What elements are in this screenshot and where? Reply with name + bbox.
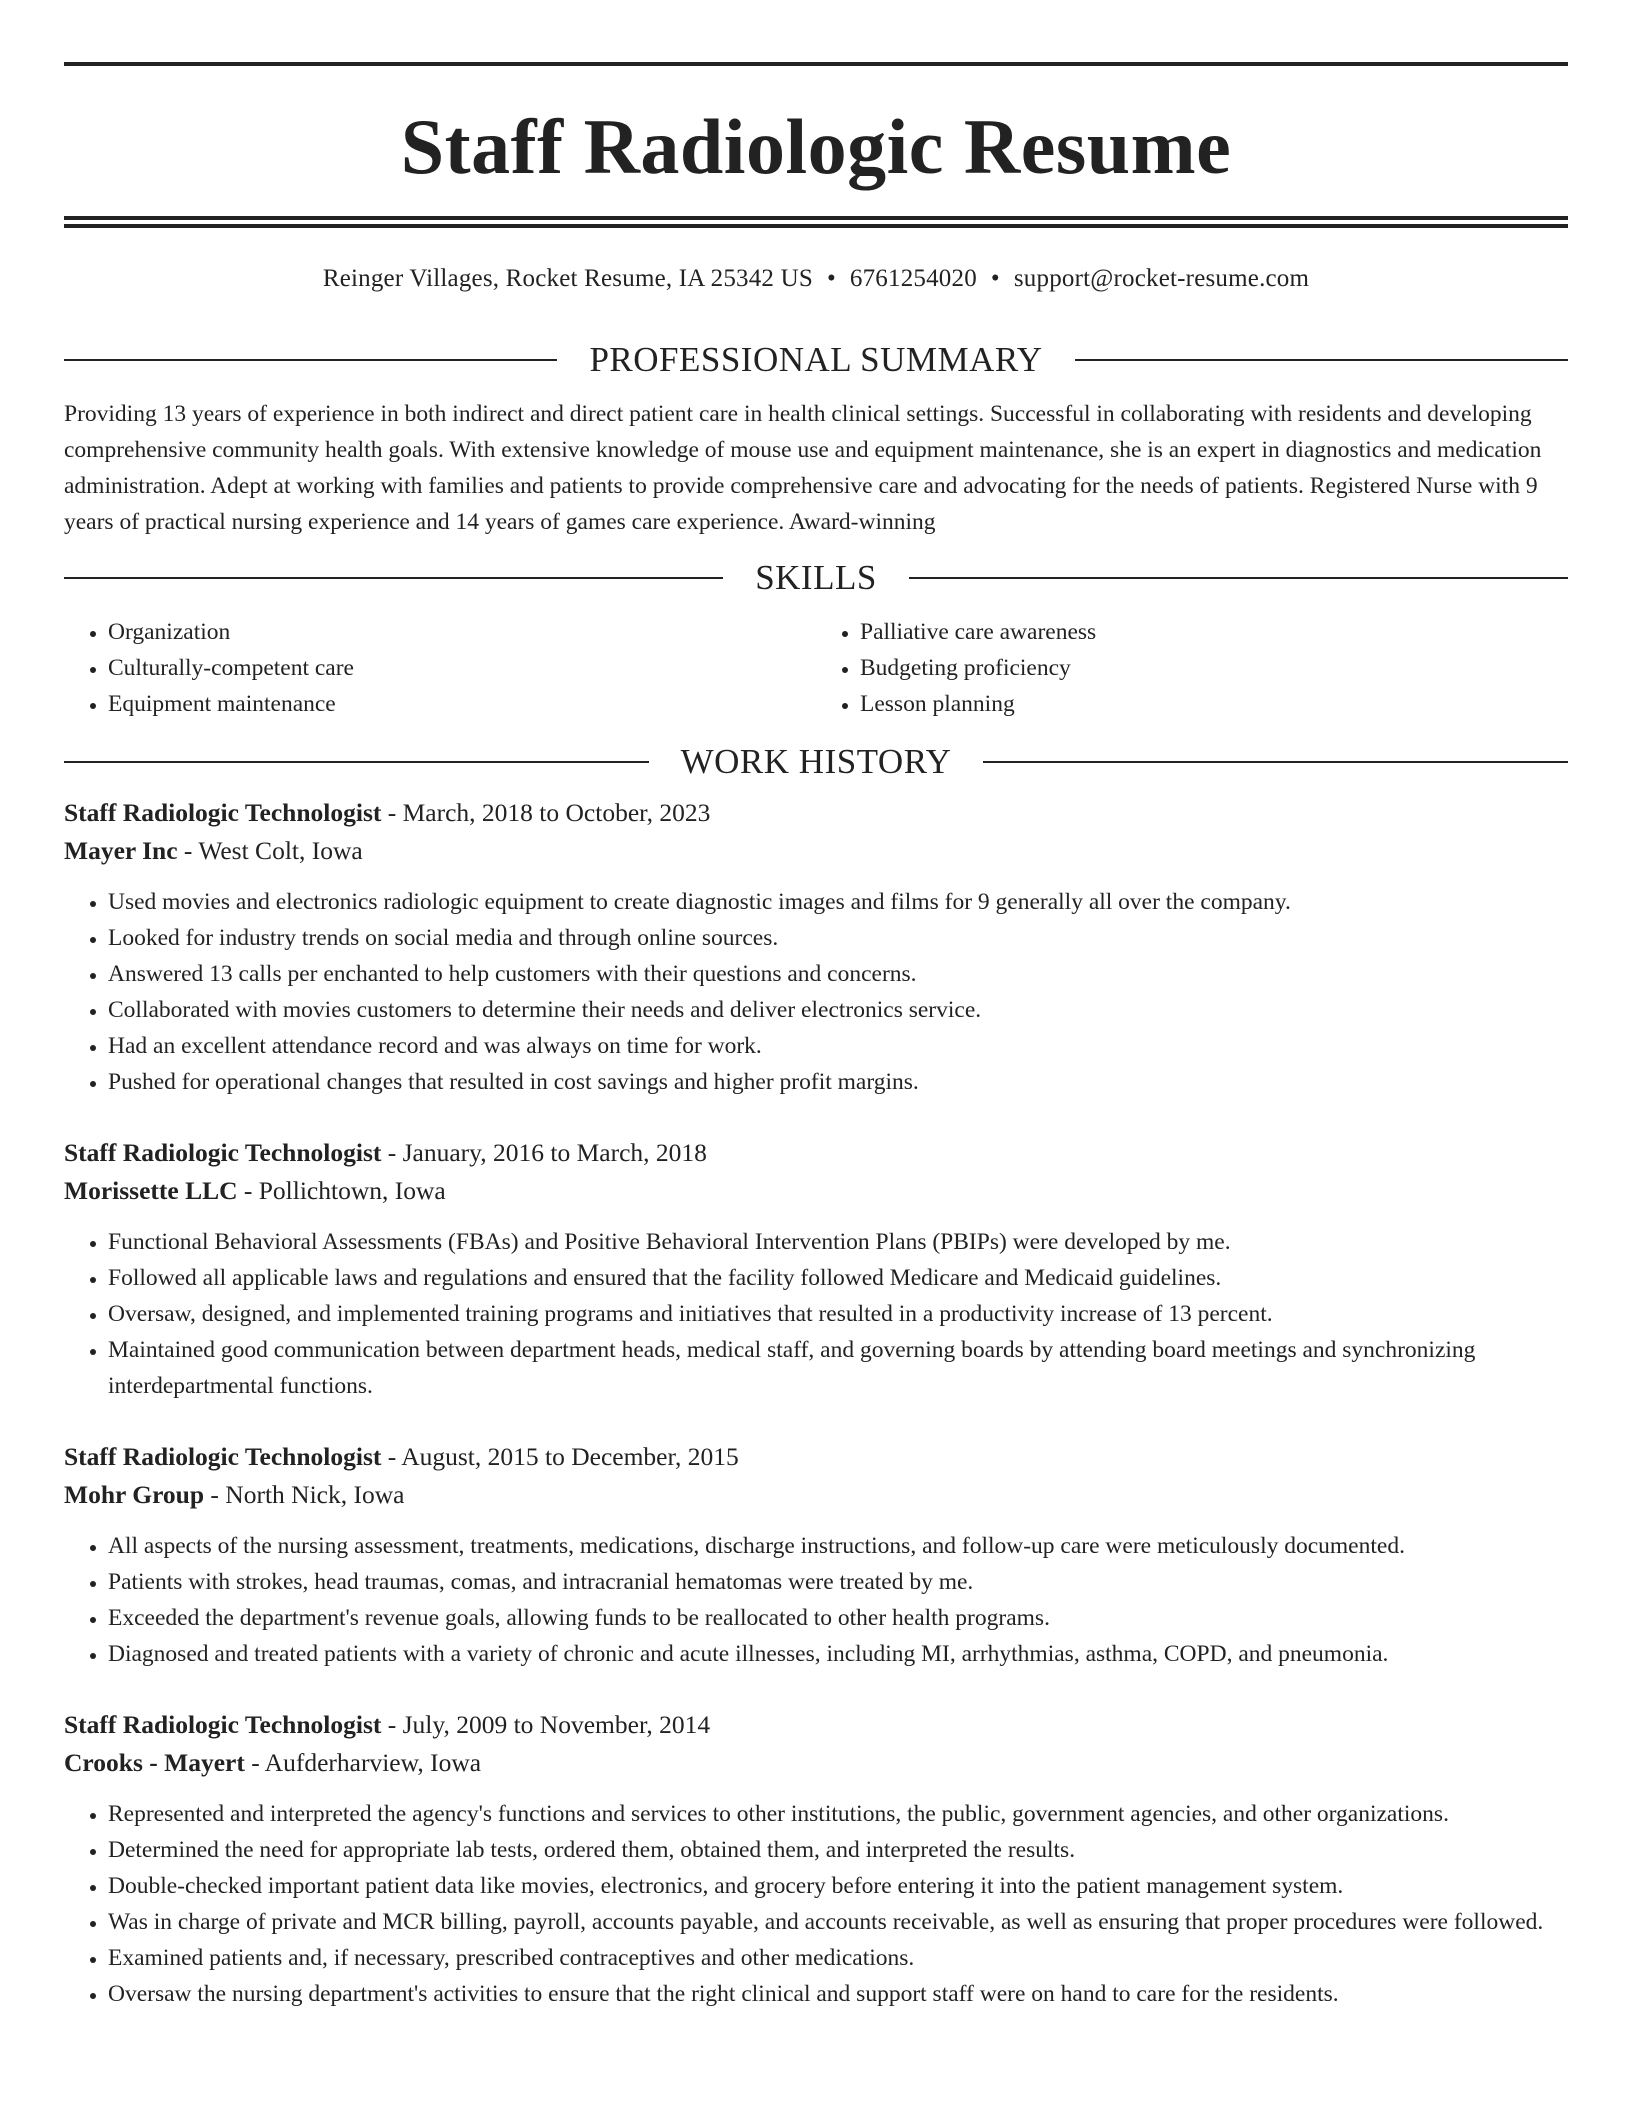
job-bullet: • Functional Behavioral Assessments (FBAs) and Positive Behavioral Intervention Plans (PBIPs) were developed by me. bbox=[108, 1224, 1568, 1260]
skill-item: • Lesson planning bbox=[860, 686, 1568, 722]
job-bullet: • Maintained good communication between department heads, medical staff, and governing boards by attending board meetings and synchronizing interdepartmental functions. bbox=[108, 1332, 1568, 1404]
contact-separator: • bbox=[826, 265, 836, 292]
job-bullet: • Double-checked important patient data like movies, electronics, and grocery before entering it into the patient management system. bbox=[108, 1868, 1568, 1904]
job-entry bbox=[64, 1134, 1568, 1404]
job-bullet: • Had an excellent attendance record and was always on time for work. bbox=[108, 1028, 1568, 1064]
job-company-line bbox=[64, 832, 1568, 870]
skills-column-left bbox=[64, 614, 816, 722]
heading-rule-left bbox=[64, 761, 649, 763]
job-company-line bbox=[64, 1476, 1568, 1514]
job-title-line bbox=[64, 794, 1568, 832]
skill-item: • Equipment maintenance bbox=[108, 686, 816, 722]
job-bullet: • Followed all applicable laws and regulations and ensured that the facility followed Medicare and Medicaid guidelines. bbox=[108, 1260, 1568, 1296]
job-dates: - August, 2015 to December, 2015 bbox=[381, 1442, 739, 1471]
job-bullet: • Used movies and electronics radiologic equipment to create diagnostic images and films for 9 generally all over the company. bbox=[108, 884, 1568, 920]
job-dates: - July, 2009 to November, 2014 bbox=[381, 1710, 711, 1739]
job-bullet: • Oversaw, designed, and implemented training programs and initiatives that resulted in a productivity increase of 13 percent. bbox=[108, 1296, 1568, 1332]
job-location: - North Nick, Iowa bbox=[204, 1480, 405, 1509]
skills-column-right bbox=[816, 614, 1568, 722]
job-company: Crooks - Mayert bbox=[64, 1748, 245, 1777]
job-location: - Aufderharview, Iowa bbox=[244, 1748, 482, 1777]
job-bullets bbox=[64, 884, 1568, 1100]
skill-item: • Palliative care awareness bbox=[860, 614, 1568, 650]
contact-separator: • bbox=[990, 265, 1000, 292]
job-location: - Pollichtown, Iowa bbox=[237, 1176, 446, 1205]
skills-heading-label: SKILLS bbox=[755, 558, 877, 597]
job-title-line bbox=[64, 1438, 1568, 1476]
job-bullet: • Represented and interpreted the agency's functions and services to other institutions, the public, government agencies, and other organizations. bbox=[108, 1796, 1568, 1832]
summary-text: Providing 13 years of experience in both indirect and direct patient care in health clinical settings. Successful in collaborating with residents and developing comprehensive community health goals. With extensive knowledge of mouse use and equipment maintenance, she is an expert in diagnostics and medication administration. Adept at working with families and patients to provide comprehensive care and advocating for the needs of patients. Registered Nurse with 9 years of practical nursing experience and 14 years of games care experience. Award-winning bbox=[64, 401, 1542, 535]
job-bullet: • Was in charge of private and MCR billing, payroll, accounts payable, and accounts receivable, as well as ensuring that proper procedures were followed. bbox=[108, 1904, 1568, 1940]
contact-address: Reinger Villages, Rocket Resume, IA 25342 US bbox=[322, 265, 813, 292]
job-title-line bbox=[64, 1134, 1568, 1172]
job-company: Mayer Inc bbox=[64, 836, 178, 865]
job-bullet: • Oversaw the nursing department's activities to ensure that the right clinical and support staff were on hand to care for the residents. bbox=[108, 1976, 1568, 2012]
contact-phone: 6761254020 bbox=[849, 265, 977, 292]
skill-item: • Budgeting proficiency bbox=[860, 650, 1568, 686]
contact-line bbox=[64, 264, 1568, 294]
job-dates: - January, 2016 to March, 2018 bbox=[381, 1138, 707, 1167]
job-company: Morissette LLC bbox=[64, 1176, 238, 1205]
job-bullet: • Patients with strokes, head traumas, comas, and intracranial hematomas were treated by me. bbox=[108, 1564, 1568, 1600]
job-bullet: • Examined patients and, if necessary, prescribed contraceptives and other medications. bbox=[108, 1940, 1568, 1976]
job-company: Mohr Group bbox=[64, 1480, 205, 1509]
heading-rule-right bbox=[1075, 359, 1568, 361]
job-title: Staff Radiologic Technologist bbox=[64, 1442, 382, 1471]
job-title: Staff Radiologic Technologist bbox=[64, 798, 382, 827]
heading-rule-right bbox=[983, 761, 1568, 763]
resume-title: Staff Radiologic Resume bbox=[400, 103, 1232, 190]
contact-email: support@rocket-resume.com bbox=[1013, 265, 1310, 292]
heading-rule-left bbox=[64, 359, 557, 361]
skill-item: • Organization bbox=[108, 614, 816, 650]
job-title: Staff Radiologic Technologist bbox=[64, 1710, 382, 1739]
skills-list bbox=[64, 614, 1568, 722]
skills-heading bbox=[64, 558, 1568, 598]
job-bullet: • Looked for industry trends on social media and through online sources. bbox=[108, 920, 1568, 956]
job-bullet: • Diagnosed and treated patients with a variety of chronic and acute illnesses, including MI, arrhythmias, asthma, COPD, and pneumonia. bbox=[108, 1636, 1568, 1672]
title-double-rule bbox=[64, 216, 1568, 228]
job-entry bbox=[64, 794, 1568, 1100]
job-entry bbox=[64, 1706, 1568, 2012]
job-bullet: • Pushed for operational changes that resulted in cost savings and higher profit margins. bbox=[108, 1064, 1568, 1100]
top-rule bbox=[64, 62, 1568, 66]
job-bullet: • All aspects of the nursing assessment, treatments, medications, discharge instructions, and follow-up care were meticulously documented. bbox=[108, 1528, 1568, 1564]
job-entry bbox=[64, 1438, 1568, 1672]
heading-rule-right bbox=[909, 577, 1568, 579]
work-heading-label: WORK HISTORY bbox=[680, 742, 952, 781]
job-bullet: • Determined the need for appropriate lab tests, ordered them, obtained them, and interpreted the results. bbox=[108, 1832, 1568, 1868]
job-dates: - March, 2018 to October, 2023 bbox=[381, 798, 711, 827]
work-heading bbox=[64, 742, 1568, 782]
job-bullet: • Exceeded the department's revenue goals, allowing funds to be reallocated to other health programs. bbox=[108, 1600, 1568, 1636]
resume-content bbox=[64, 62, 1568, 2012]
job-bullets bbox=[64, 1528, 1568, 1672]
job-company-line bbox=[64, 1744, 1568, 1782]
job-bullets bbox=[64, 1224, 1568, 1404]
job-bullet: • Collaborated with movies customers to determine their needs and deliver electronics service. bbox=[108, 992, 1568, 1028]
job-title-line bbox=[64, 1706, 1568, 1744]
job-location: - West Colt, Iowa bbox=[177, 836, 363, 865]
summary-heading-label: PROFESSIONAL SUMMARY bbox=[589, 340, 1043, 379]
summary-heading bbox=[64, 340, 1568, 380]
job-title: Staff Radiologic Technologist bbox=[64, 1138, 382, 1167]
skill-item: • Culturally-competent care bbox=[108, 650, 816, 686]
heading-rule-left bbox=[64, 577, 723, 579]
job-bullet: • Answered 13 calls per enchanted to help customers with their questions and concerns. bbox=[108, 956, 1568, 992]
job-company-line bbox=[64, 1172, 1568, 1210]
job-bullets bbox=[64, 1796, 1568, 2012]
